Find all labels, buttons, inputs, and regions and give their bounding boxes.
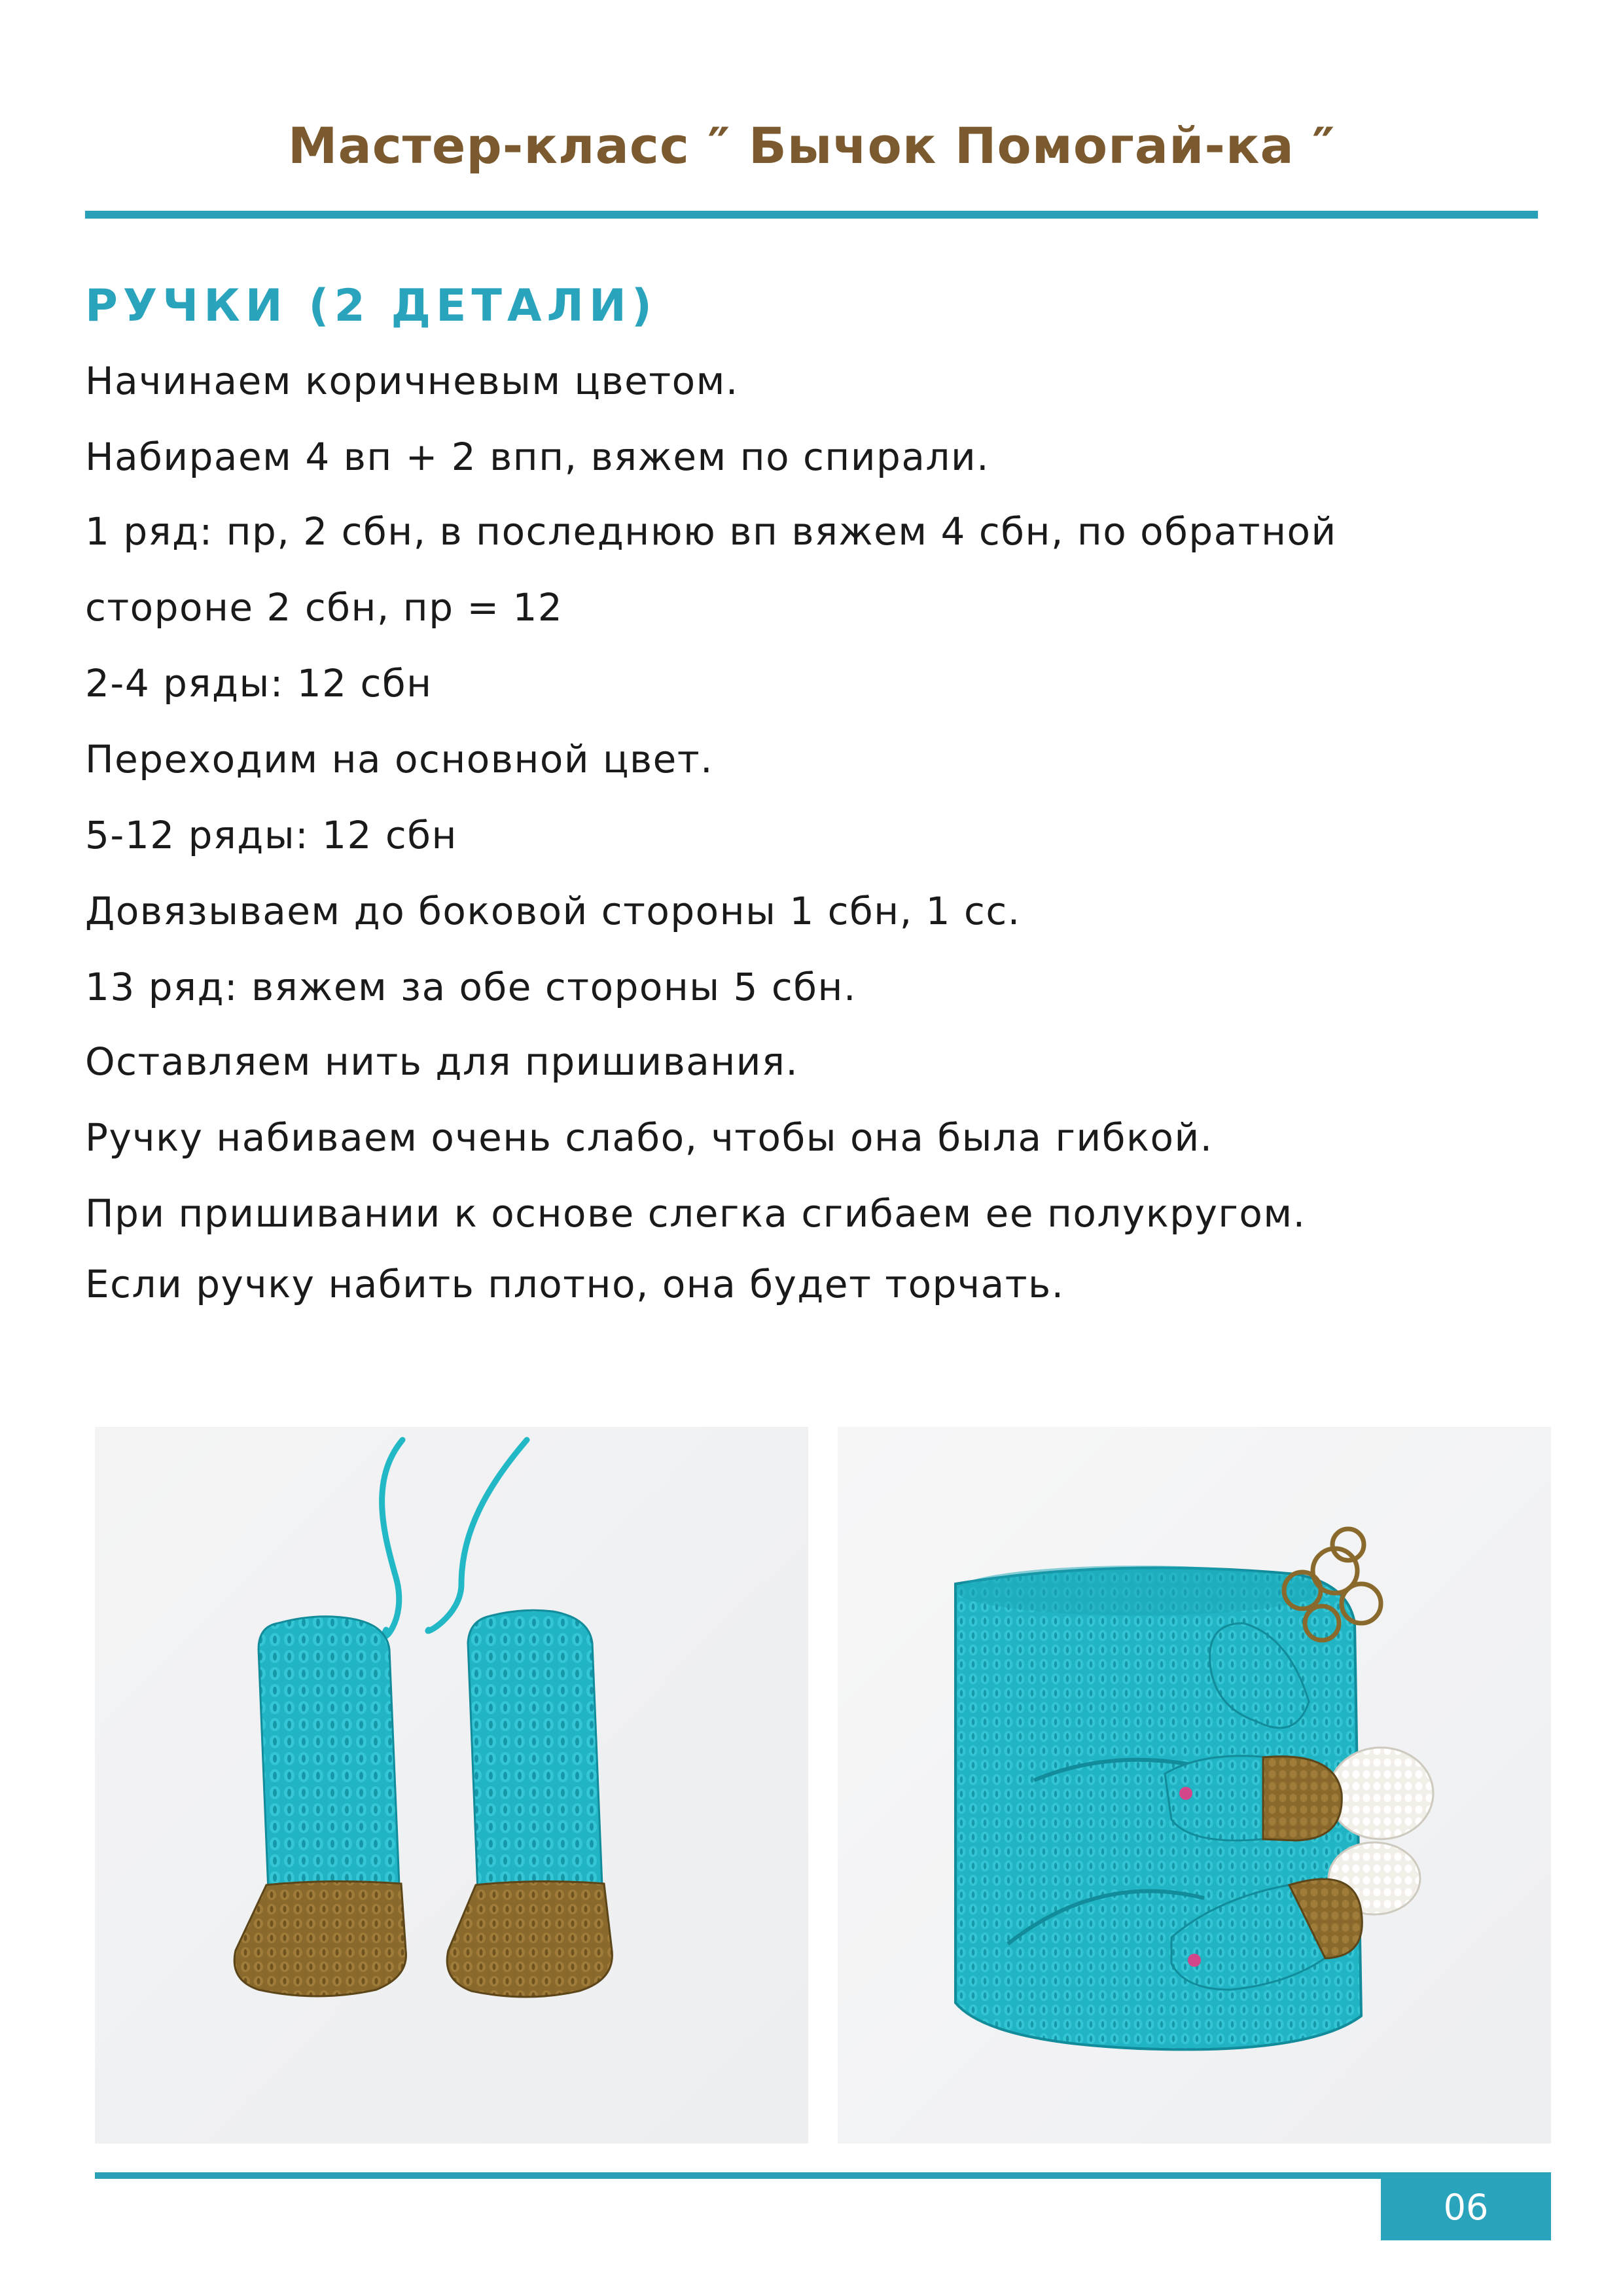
footer-divider	[95, 2172, 1551, 2179]
instruction-line: Начинаем коричневым цветом.	[85, 359, 739, 403]
handles-photo	[95, 1427, 808, 2144]
instruction-line: Переходим на основной цвет.	[85, 737, 714, 781]
instruction-line: 5-12 ряды: 12 сбн	[85, 813, 457, 857]
instruction-line: При пришивании к основе слегка сгибаем ее полукругом.	[85, 1191, 1306, 1236]
section-heading: РУЧКИ (2 ДЕТАЛИ)	[85, 280, 657, 332]
instruction-line: 13 ряд: вяжем за обе стороны 5 сбн.	[85, 965, 857, 1009]
instruction-line: Набираем 4 вп + 2 впп, вяжем по спирали.	[85, 435, 990, 479]
instruction-line: Оставляем нить для пришивания.	[85, 1039, 799, 1084]
page-title: Мастер-класс ″ Бычок Помогай-ка ″	[287, 117, 1336, 175]
instruction-line: стороне 2 сбн, пр = 12	[85, 585, 563, 630]
crochet-basket-illustration	[838, 1427, 1551, 2144]
header-divider	[85, 211, 1538, 219]
instruction-line: 1 ряд: пр, 2 сбн, в последнюю вп вяжем 4 сбн, по обратной	[85, 509, 1337, 554]
instruction-line: Довязываем до боковой стороны 1 сбн, 1 сс.	[85, 889, 1021, 933]
instruction-line: Если ручку набить плотно, она будет торчать.	[85, 1262, 1065, 1306]
crochet-handles-illustration	[95, 1427, 808, 2144]
page-number: 06	[1381, 2174, 1551, 2240]
basket-photo	[838, 1427, 1551, 2144]
instruction-line: Ручку набиваем очень слабо, чтобы она была гибкой.	[85, 1115, 1213, 1160]
instruction-line: 2-4 ряды: 12 сбн	[85, 661, 433, 706]
